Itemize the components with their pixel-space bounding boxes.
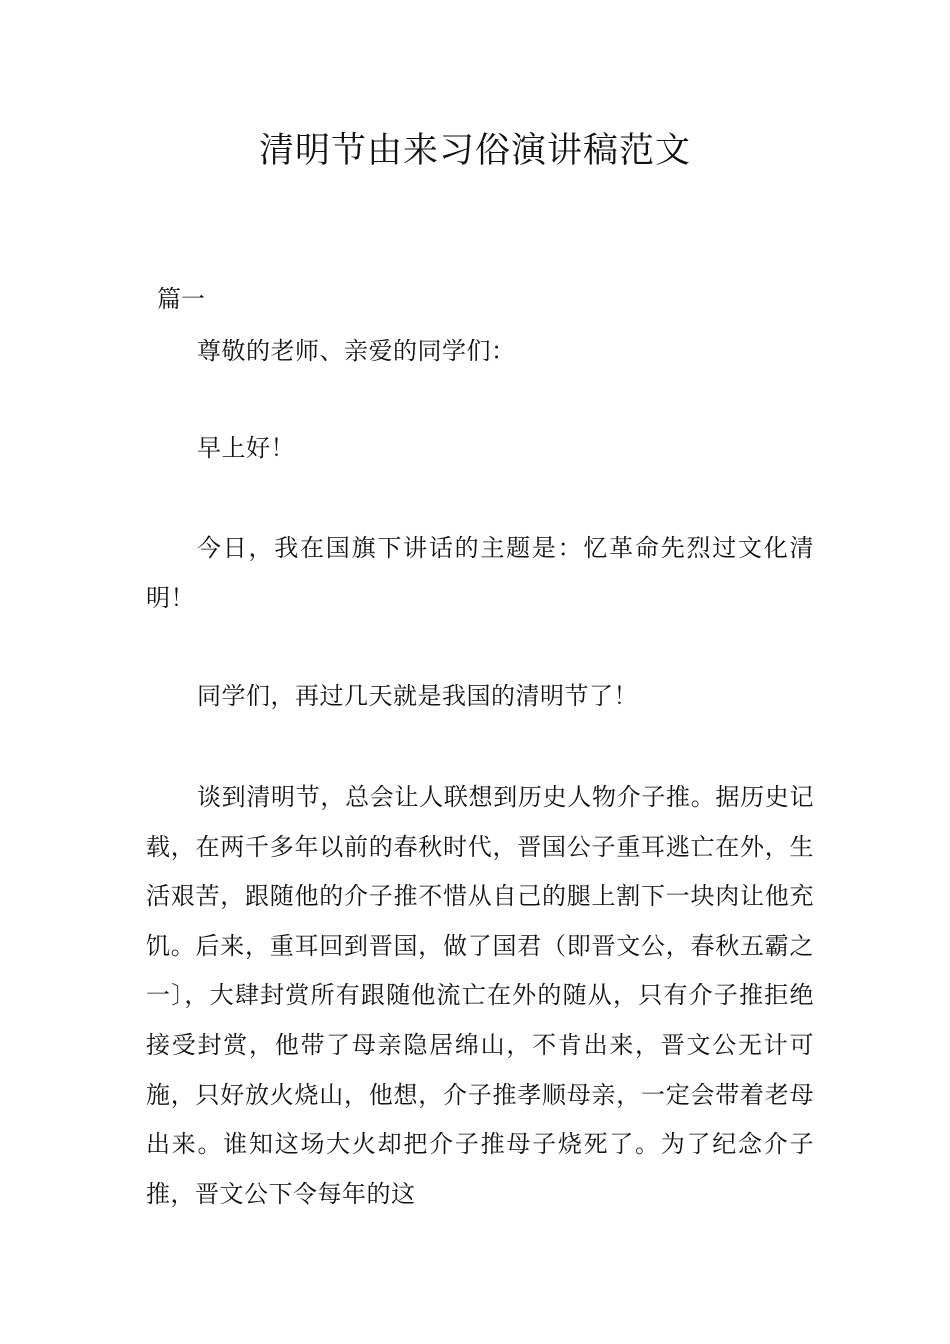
paragraph-story: 谈到清明节，总会让人联想到历史人物介子推。据历史记载，在两千多年以前的春秋时代，晋国公子重耳逃亡在外，生活艰苦，跟随他的介子推不惜从自己的腿上割下一块肉让他充饥。后来，重耳回到晋国，做了国君（即晋文公，春秋五霸之一〕，大肆封赏所有跟随他流亡在外的随从，只有介子推拒绝接受封赏，他带了母亲隐居绵山，不肯出来，晋文公无计可施，只好放火烧山，他想，介子推孝顺母亲，一定会带着老母出来。谁知这场大火却把介子推母子烧死了。为了纪念介子推，晋文公下令每年的这	[146, 783, 814, 1208]
paragraph-intro: 同学们，再过几天就是我国的清明节了！	[197, 682, 638, 710]
section-label: 篇一	[157, 285, 205, 313]
paragraph-topic: 今日，我在国旗下讲话的主题是：忆革命先烈过文化清明！	[146, 534, 814, 612]
paragraph-greeting: 尊敬的老师、亲爱的同学们：	[197, 337, 516, 365]
document-title: 清明节由来习俗演讲稿范文	[258, 131, 691, 171]
paragraph-good-morning: 早上好！	[197, 434, 295, 462]
